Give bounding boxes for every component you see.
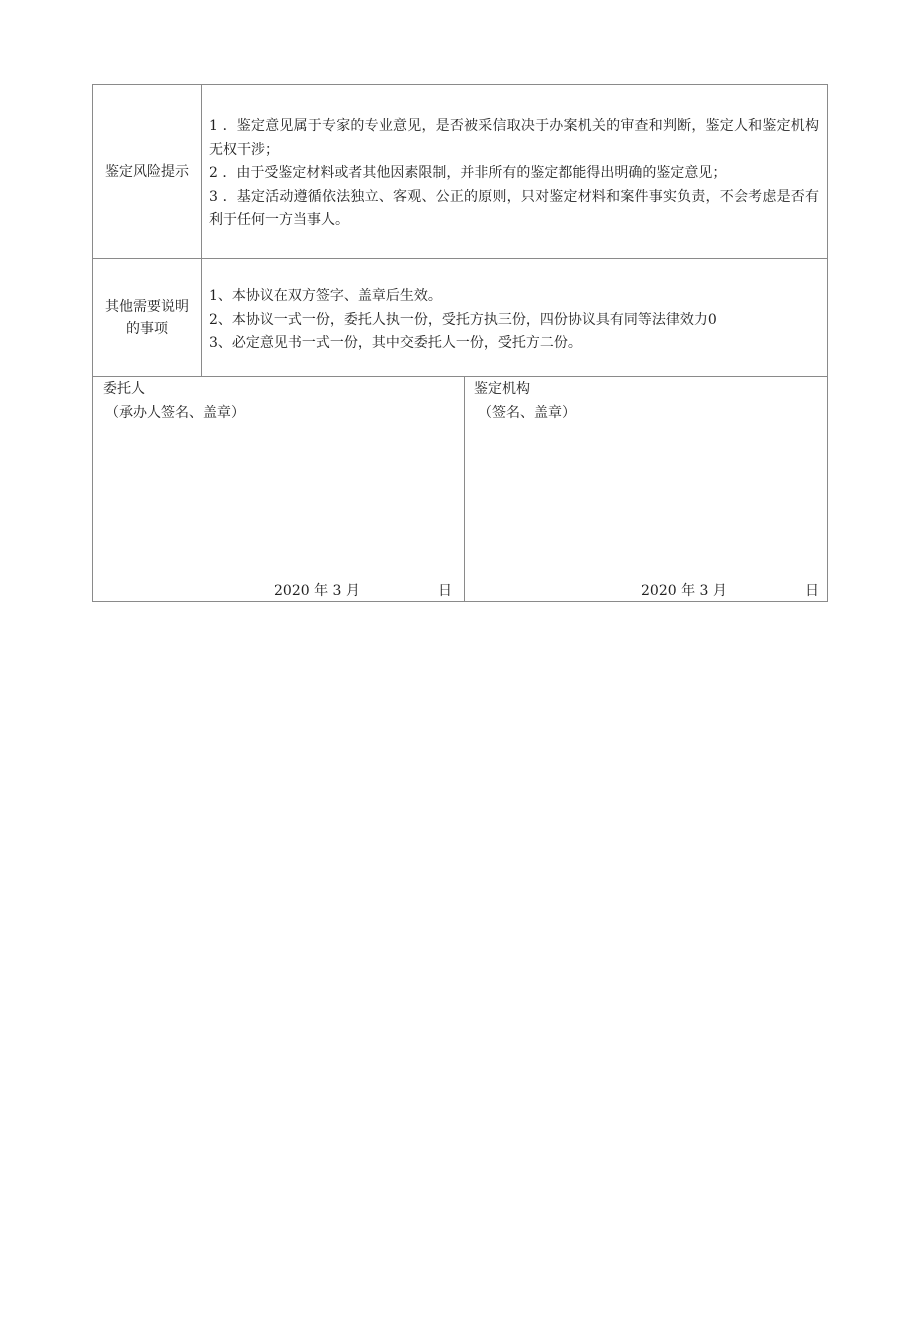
other-notes-label-line1: 其他需要说明: [105, 298, 189, 315]
other-notes-content: [202, 259, 827, 376]
other-notes-label-line2: 的事项: [126, 320, 168, 337]
institution-date-year-month: 2020 年 3 月: [641, 583, 727, 599]
institution-signature-note: （签名、盖章）: [478, 405, 576, 421]
risk-row: [93, 85, 827, 259]
agreement-table: [92, 84, 828, 602]
other-notes-label: [93, 259, 202, 376]
client-date-day: 日: [438, 583, 452, 599]
other-item-2: 2、本协议一式一份，委托人执一份，受托方执三份，四份协议具有同等法律效力0: [209, 311, 717, 328]
risk-content: [202, 85, 827, 258]
other-notes-row: [93, 259, 827, 377]
client-signature-cell: [93, 377, 465, 601]
institution-date-day: 日: [805, 583, 819, 599]
risk-item-2: 2 ．由于受鉴定材料或者其他因素限制，并非所有的鉴定都能得出明确的鉴定意见；: [209, 165, 727, 181]
risk-item-3: 3 ．基定活动遵循依法独立、客观、公正的原则，只对鉴定材料和案件事实负责，不会考虑是否有利于任何一方当事人。: [209, 188, 819, 228]
other-item-3: 3、必定意见书一式一份，其中交委托人一份，受托方二份。: [209, 335, 582, 351]
client-date-year-month: 2020 年 3 月: [274, 583, 360, 599]
institution-title: 鉴定机构: [474, 381, 530, 397]
signature-row: [93, 377, 827, 601]
risk-label: 鉴定风险提示: [93, 85, 202, 258]
institution-signature-cell: [465, 377, 827, 601]
other-item-1: 1、本协议在双方签字、盖章后生效。: [209, 288, 442, 304]
client-signature-note: （承办人签名、盖章）: [105, 405, 245, 421]
risk-item-1: 1 ．鉴定意见属于专家的专业意见，是否被采信取决于办案机关的审查和判断，鉴定人和鉴定机构无权干涉；: [209, 118, 819, 158]
client-title: 委托人: [103, 381, 145, 397]
